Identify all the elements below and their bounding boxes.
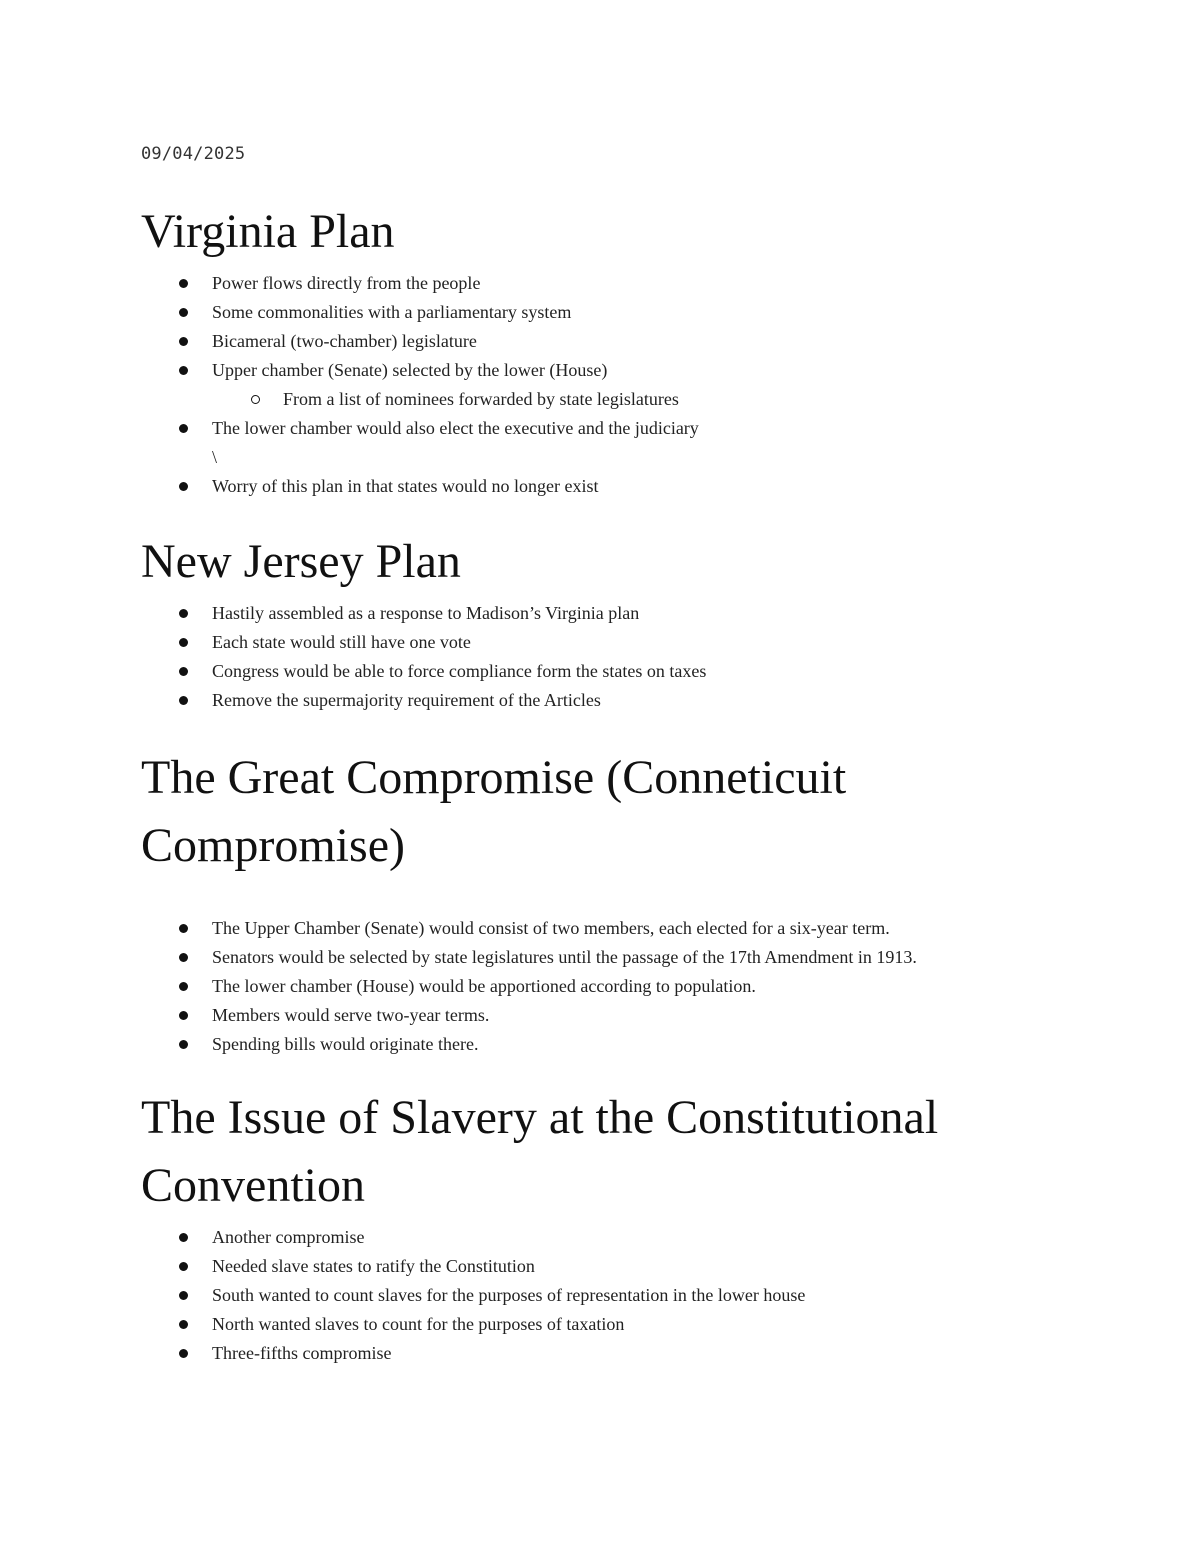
- note-date: 09/04/2025: [141, 144, 246, 164]
- sub-list-item: From a list of nominees forwarded by state legislatures: [141, 385, 1141, 414]
- list-item: The lower chamber would also elect the executive and the judiciary \: [141, 414, 1141, 472]
- line-continuation: \: [212, 447, 218, 467]
- bullet-icon: [179, 696, 188, 705]
- list-item: Senators would be selected by state legislatures until the passage of the 17th Amendment in 1913.: [141, 943, 1141, 972]
- bullet-icon: [179, 366, 188, 375]
- list-item: South wanted to count slaves for the purposes of representation in the lower house: [141, 1281, 1141, 1310]
- list-item: Hastily assembled as a response to Madison’s Virginia plan: [141, 599, 1141, 628]
- list-item: The Upper Chamber (Senate) would consist of two members, each elected for a six-year term.: [141, 914, 1141, 943]
- section-slavery: [141, 1084, 1141, 1368]
- section-great-compromise: [141, 744, 1141, 1059]
- bullet-icon: [179, 337, 188, 346]
- section-new-jersey-plan: [141, 528, 1141, 715]
- bullet-icon: [179, 482, 188, 491]
- list-item: Bicameral (two-chamber) legislature: [141, 327, 1141, 356]
- list-item: North wanted slaves to count for the purposes of taxation: [141, 1310, 1141, 1339]
- hollow-bullet-icon: [251, 395, 260, 404]
- bullet-icon: [179, 279, 188, 288]
- bullet-icon: [179, 1011, 188, 1020]
- section-heading: Virginia Plan: [141, 205, 395, 258]
- list-item: Upper chamber (Senate) selected by the lower (House): [141, 356, 1141, 385]
- list-item: Members would serve two-year terms.: [141, 1001, 1141, 1030]
- bullet-list: [141, 914, 1141, 1059]
- list-item: Remove the supermajority requirement of the Articles: [141, 686, 1141, 715]
- bullet-icon: [179, 609, 188, 618]
- list-item: Worry of this plan in that states would no longer exist: [141, 472, 1141, 501]
- bullet-icon: [179, 1262, 188, 1271]
- bullet-list: [141, 1223, 1141, 1368]
- bullet-icon: [179, 1320, 188, 1329]
- bullet-icon: [179, 1291, 188, 1300]
- bullet-icon: [179, 953, 188, 962]
- list-item: Some commonalities with a parliamentary system: [141, 298, 1141, 327]
- bullet-icon: [179, 1233, 188, 1242]
- bullet-icon: [179, 1040, 188, 1049]
- list-item: Each state would still have one vote: [141, 628, 1141, 657]
- bullet-icon: [179, 924, 188, 933]
- bullet-icon: [179, 667, 188, 676]
- section-heading: The Issue of Slavery at the Constitutional Convention: [141, 1091, 939, 1212]
- list-item: Three-fifths compromise: [141, 1339, 1141, 1368]
- bullet-icon: [179, 1349, 188, 1358]
- bullet-list: [141, 269, 1141, 501]
- list-item: Needed slave states to ratify the Constitution: [141, 1252, 1141, 1281]
- list-item: Congress would be able to force compliance form the states on taxes: [141, 657, 1141, 686]
- section-heading: New Jersey Plan: [141, 535, 461, 588]
- bullet-icon: [179, 424, 188, 433]
- bullet-icon: [179, 308, 188, 317]
- section-heading: The Great Compromise (Conneticuit Compromise): [141, 751, 847, 872]
- bullet-list: [141, 599, 1141, 715]
- list-item: Power flows directly from the people: [141, 269, 1141, 298]
- section-virginia-plan: [141, 198, 1141, 501]
- list-item: Spending bills would originate there.: [141, 1030, 1141, 1059]
- list-item: The lower chamber (House) would be apportioned according to population.: [141, 972, 1141, 1001]
- bullet-icon: [179, 638, 188, 647]
- list-item: Another compromise: [141, 1223, 1141, 1252]
- bullet-icon: [179, 982, 188, 991]
